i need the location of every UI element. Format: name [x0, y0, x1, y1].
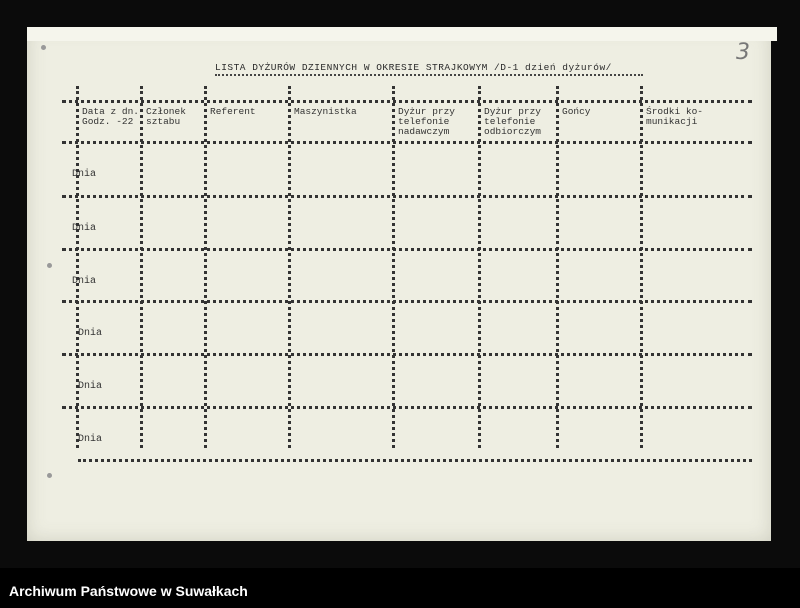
table-left-border [76, 86, 79, 448]
row-label: Dnia [72, 223, 97, 234]
document-title: LISTA DYŻURÓW DZIENNYCH W OKRESIE STRAJKOWYM /D-1 dzień dyżurów/ [215, 62, 612, 73]
column-divider [478, 86, 481, 448]
row-label: Dnia [72, 276, 97, 287]
row-label: Dnia [72, 169, 97, 180]
document-sheet [27, 27, 771, 541]
row-label: Dnia [78, 381, 103, 392]
row-divider [62, 300, 752, 303]
row-label: Dnia [78, 434, 103, 445]
row-divider [78, 459, 752, 462]
row-divider [62, 406, 752, 409]
row-divider [62, 195, 752, 198]
column-header: Dyżur przy telefonie odbiorczym [484, 106, 542, 137]
punch-hole-middle [47, 263, 52, 268]
column-header: Data z dn. Godz. -22 [82, 106, 140, 127]
column-divider [204, 86, 207, 448]
column-header: Gońcy [562, 106, 591, 117]
column-divider [640, 86, 643, 448]
column-header: Maszynistka [294, 106, 357, 117]
row-label: Dnia [78, 328, 103, 339]
archive-name: Archiwum Państwowe w Suwałkach [9, 583, 248, 599]
row-divider [62, 248, 752, 251]
punch-hole-bottom [47, 473, 52, 478]
punch-hole-top [41, 45, 46, 50]
column-header: Referent [210, 106, 256, 117]
sheet-fold-edge [27, 27, 777, 41]
column-divider [288, 86, 291, 448]
column-divider [392, 86, 395, 448]
column-divider [556, 86, 559, 448]
column-header: Członek sztabu [146, 106, 186, 127]
column-header: Środki ko- munikacji [646, 106, 704, 127]
table-top-border [62, 100, 752, 103]
header-divider [62, 141, 752, 144]
column-header: Dyżur przy telefonie nadawczym [398, 106, 456, 137]
page-number: 3 [736, 40, 750, 65]
row-divider [62, 353, 752, 356]
title-underline [215, 74, 643, 76]
column-divider [140, 86, 143, 448]
